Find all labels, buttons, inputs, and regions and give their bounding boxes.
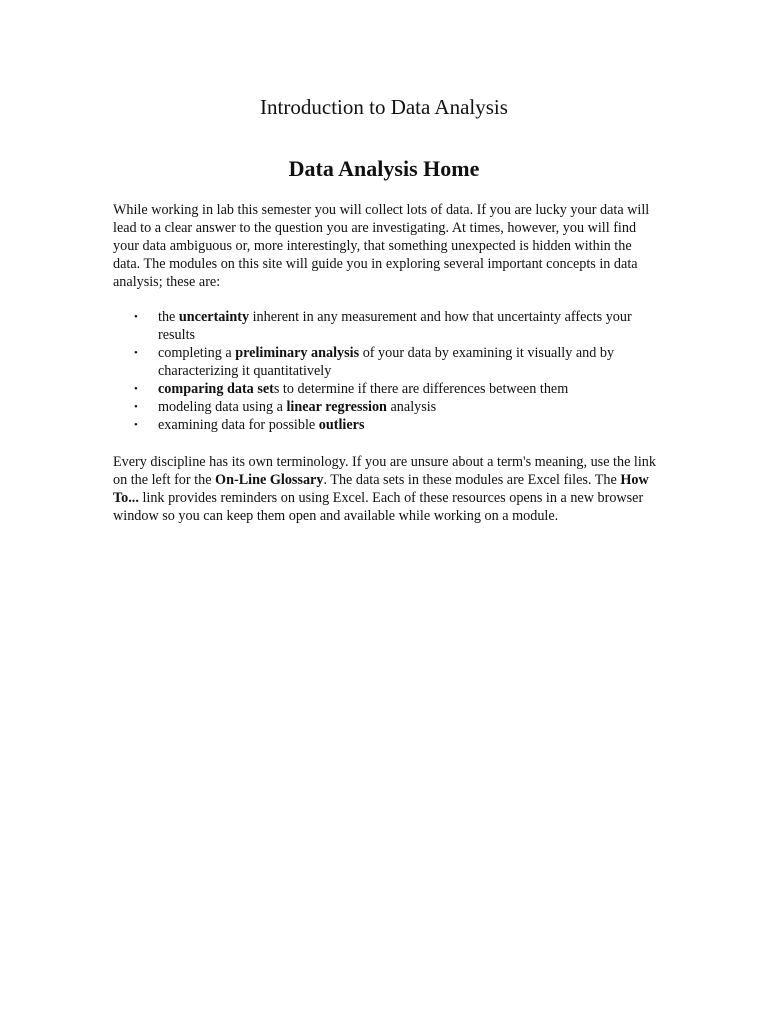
item-text-after: inherent in any measurement and how that uncertainty affects your results (158, 309, 632, 343)
item-text-before: examining data for possible (158, 417, 319, 433)
closing-text-2: . The data sets in these modules are Excel files. The (323, 472, 621, 488)
glossary-link[interactable]: On-Line Glossary (215, 472, 324, 488)
list-item (134, 308, 658, 344)
closing-text-3: link provides reminders on using Excel. Each of these resources opens in a new browser window so you can keep them open and available while working on a module. (113, 490, 644, 524)
item-text-before: modeling data using a (158, 399, 287, 415)
bullet-icon: • (134, 311, 138, 323)
concept-list (113, 308, 658, 434)
intro-paragraph: While working in lab this semester you will collect lots of data. If you are lucky your data will lead to a clear answer to the question you are investigating. At times, however, you will find your data ambiguous or, more interestingly, that something unexpected is hidden within the data. The modules on this site will guide you in exploring several important concepts in data analysis; these are: (113, 202, 650, 290)
document-header: Introduction to Data Analysis (260, 95, 508, 119)
list-item (134, 344, 658, 380)
closing-text-1: Every discipline has its own terminology. If you are unsure about a term's meaning, use the link on the left for the (113, 454, 656, 488)
item-text-before: completing a (158, 345, 236, 361)
bullet-icon: • (134, 419, 138, 431)
closing-paragraph (113, 453, 658, 525)
item-term: preliminary analysis (235, 345, 360, 361)
item-term: uncertainty (178, 309, 250, 325)
bullet-icon: • (134, 347, 138, 359)
item-text-after: of your data by examining it visually and by characterizing it quantitatively (158, 345, 615, 379)
item-term: comparing data set (158, 381, 274, 397)
item-text-after: s to determine if there are differences between them (273, 381, 569, 397)
list-item (134, 380, 658, 398)
how-to-link[interactable]: How To... (113, 472, 649, 506)
page-title: Data Analysis Home (288, 156, 480, 181)
bullet-icon: • (134, 383, 138, 395)
item-text-before: the (158, 309, 179, 325)
item-text-after: analysis (386, 399, 437, 415)
item-term: linear regression (286, 399, 387, 415)
document-body (113, 201, 658, 525)
item-term: outliers (318, 417, 365, 433)
bullet-icon: • (134, 401, 138, 413)
list-item (134, 416, 658, 434)
list-item (134, 398, 658, 416)
